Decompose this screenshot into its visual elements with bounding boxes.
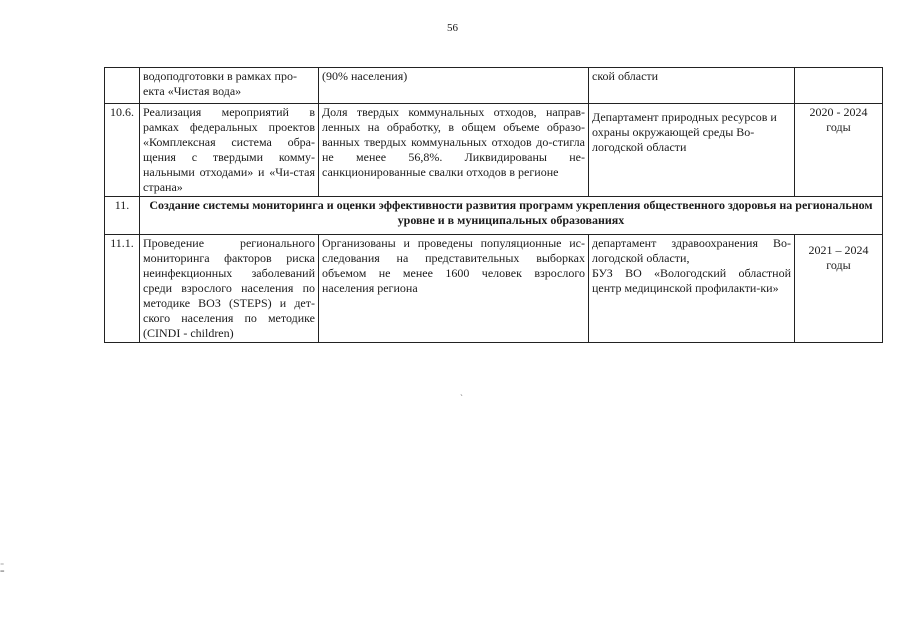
- row-number: 11.: [105, 197, 140, 235]
- period-cell: 2021 – 2024 годы: [795, 235, 883, 343]
- result-cell: Организованы и проведены популяционные ис-следования на представительных выборках объемом не менее 1600 человек взрослого населения региона: [319, 235, 589, 343]
- row-number: 10.6.: [105, 104, 140, 197]
- stray-mark: `: [460, 393, 463, 403]
- table-row: [105, 235, 883, 343]
- result-cell: Доля твердых коммунальных отходов, направ-ленных на обработку, в общем объеме образо-ванных твердых коммунальных отходов до-стигла не менее 56,8%. Ликвидированы не-санкционированные свалки отходов в регионе: [319, 104, 589, 197]
- responsible-cell: департамент здравоохранения Во-логодской области, БУЗ ВО «Вологодский областной центр медицинской профилакти-ки»: [589, 235, 795, 343]
- period-cell: 2020 - 2024 годы: [795, 104, 883, 197]
- table-row: [105, 68, 883, 104]
- measures-table: [104, 67, 883, 343]
- section-row: [105, 197, 883, 235]
- measure-cell: водоподготовки в рамках про- екта «Чистая вода»: [140, 68, 319, 104]
- table-row: [105, 104, 883, 197]
- edge-marks: ⁼ =: [0, 561, 5, 576]
- measure-cell: Проведение регионального мониторинга факторов риска неинфекционных заболеваний среди взрослого населения по методике ВОЗ (STEPS) и дет-ского населения по методике (CINDI - children): [140, 235, 319, 343]
- page-number: 56: [447, 22, 458, 34]
- responsible-cell: Департамент природных ресурсов и охраны окружающей среды Во-логодской области: [589, 104, 795, 197]
- measure-cell: Реализация мероприятий в рамках федеральных проектов «Комплексная система обра-щения с твердыми комму-нальными отходами» и «Чи-стая страна»: [140, 104, 319, 197]
- responsible-cell: ской области: [589, 68, 795, 104]
- section-title: Создание системы мониторинга и оценки эффективности развития программ укрепления общественного здоровья на региональном уровне и в муниципальных образованиях: [140, 197, 883, 235]
- row-number: 11.1.: [105, 235, 140, 343]
- result-cell: (90% населения): [319, 68, 589, 104]
- period-cell: [795, 68, 883, 104]
- row-number: [105, 68, 140, 104]
